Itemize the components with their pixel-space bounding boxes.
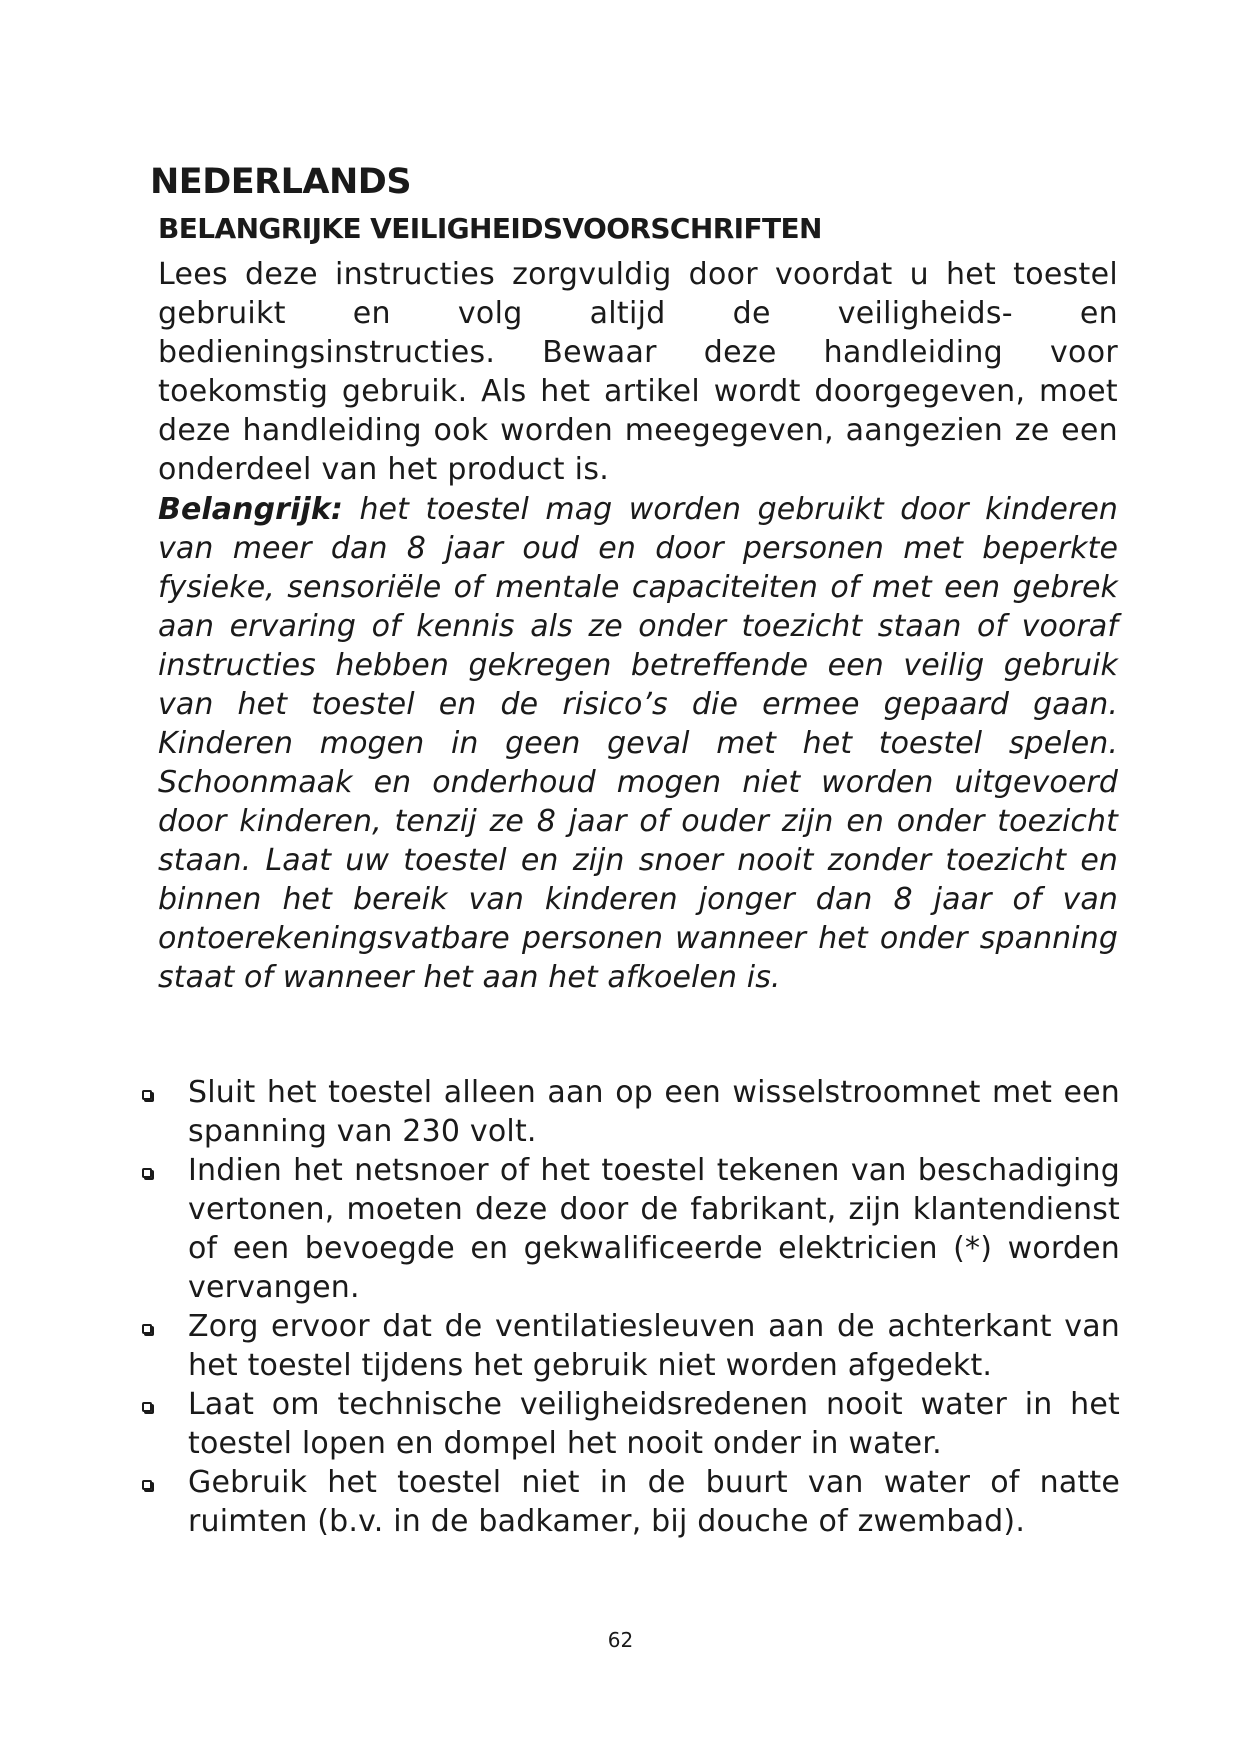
- list-item-text: Sluit het toestel alleen aan op een wisselstroomnet met een spanning van 230 volt.: [188, 1075, 1120, 1149]
- checkbox-bullet-icon: [142, 1402, 152, 1412]
- list-item: [140, 1463, 1120, 1541]
- checkbox-bullet-icon: [142, 1480, 152, 1490]
- checkbox-bullet-icon: [142, 1168, 152, 1178]
- checkbox-bullet-icon: [142, 1090, 152, 1100]
- important-text: het toestel mag worden gebruikt door kinderen van meer dan 8 jaar oud en door personen met beperkte fysieke, sensoriële of mentale capaciteiten of met een gebrek aan ervaring of kennis als ze onder toezicht staan of vooraf instructies hebben gekregen betreffende een veilig gebruik van het toestel en de risico’s die ermee gepaard gaan. Kinderen mogen in geen geval met het toestel spelen. Schoonmaak en onderhoud mogen niet worden uitgevoerd door kinderen, tenzij ze 8 jaar of ouder zijn en onder toezicht staan. Laat uw toestel en zijn snoer nooit zonder toezicht en binnen het bereik van kinderen jonger dan 8 jaar of van ontoerekeningsvatbare personen wanneer het onder spanning staat of wanneer het aan het afkoelen is.: [158, 492, 1118, 995]
- language-heading: NEDERLANDS: [150, 162, 412, 202]
- important-paragraph: [158, 490, 1118, 997]
- checkbox-bullet-icon: [142, 1324, 152, 1334]
- list-item-text: Indien het netsnoer of het toestel tekenen van beschadiging vertonen, moeten deze door de fabrikant, zijn klantendienst of een bevoegde en gekwalificeerde elektricien (*) worden vervangen.: [188, 1153, 1120, 1305]
- list-item-text: Gebruik het toestel niet in de buurt van water of natte ruimten (b.v. in de badkamer, bij douche of zwembad).: [188, 1465, 1120, 1539]
- list-item: [140, 1307, 1120, 1385]
- list-item-text: Zorg ervoor dat de ventilatiesleuven aan de achterkant van het toestel tijdens het gebruik niet worden afgedekt.: [188, 1309, 1120, 1383]
- list-item: [140, 1073, 1120, 1151]
- list-item: [140, 1385, 1120, 1463]
- safety-list: [140, 1073, 1120, 1541]
- important-label: Belangrijk:: [158, 492, 343, 527]
- intro-paragraph: Lees deze instructies zorgvuldig door voordat u het toestel gebruikt en volg altijd de veiligheids- en bedieningsinstructies. Bewaar deze handleiding voor toekomstig gebruik. Als het artikel wordt doorgegeven, moet deze handleiding ook worden meegegeven, aangezien ze een onderdeel van het product is.: [158, 257, 1118, 487]
- page-number: 62: [607, 1628, 634, 1652]
- list-item-text: Laat om technische veiligheidsredenen nooit water in het toestel lopen en dompel het nooit onder in water.: [188, 1387, 1120, 1461]
- section-heading: BELANGRIJKE VEILIGHEIDSVOORSCHRIFTEN: [158, 212, 822, 245]
- list-item: [140, 1151, 1120, 1307]
